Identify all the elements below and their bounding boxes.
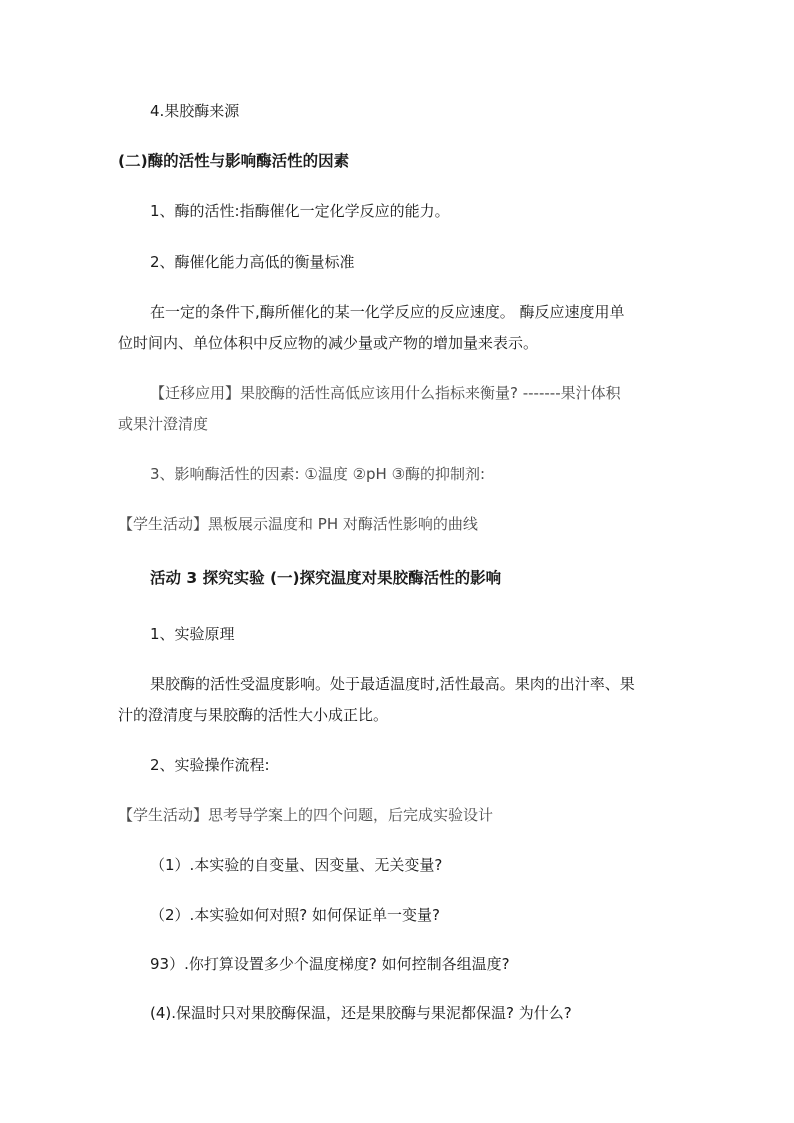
paragraph-principle-body-line1: 果胶酶的活性受温度影响。处于最适温度时,活性最高。果肉的出汁率、果 — [150, 675, 635, 693]
paragraph-reaction-rate-line2: 位时间内、单位体积中反应物的减少量或产物的增加量来表示。 — [118, 334, 539, 352]
paragraph-student-activity-questions: 【学生活动】思考导学案上的四个问题，后完成实验设计 — [118, 806, 494, 824]
paragraph-measurement-standard: 2、酶催化能力高低的衡量标准 — [150, 253, 355, 271]
paragraph-principle-body-line2: 汁的澄清度与果胶酶的活性大小成正比。 — [118, 706, 389, 724]
paragraph-reaction-rate-line1: 在一定的条件下,酶所催化的某一化学反应的反应速度。 酶反应速度用单 — [150, 303, 625, 321]
question-2: （2）.本实验如何对照? 如何保证单一变量? — [150, 906, 441, 924]
paragraph-student-activity-curve: 【学生活动】黑板展示温度和 PH 对酶活性影响的曲线 — [118, 515, 478, 533]
question-4: (4).保温时只对果胶酶保温，还是果胶酶与果泥都保温? 为什么? — [150, 1004, 572, 1022]
question-3: 93）.你打算设置多少个温度梯度? 如何控制各组温度? — [150, 955, 510, 973]
paragraph-enzyme-activity-definition: 1、酶的活性:指酶催化一定化学反应的能力。 — [150, 202, 450, 220]
heading-pectinase-source: 4.果胶酶来源 — [150, 102, 240, 120]
paragraph-experiment-procedure: 2、实验操作流程: — [150, 756, 270, 774]
section-heading-enzyme-activity: (二)酶的活性与影响酶活性的因素 — [118, 152, 350, 170]
paragraph-transfer-application-line1: 【迁移应用】果胶酶的活性高低应该用什么指标来衡量? -------果汁体积 — [150, 384, 621, 402]
paragraph-transfer-application-line2: 或果汁澄清度 — [118, 415, 209, 433]
question-1: （1）.本实验的自变量、因变量、无关变量? — [150, 856, 443, 874]
paragraph-experiment-principle: 1、实验原理 — [150, 625, 235, 643]
paragraph-influencing-factors: 3、影响酶活性的因素: ①温度 ②pH ③酶的抑制剂: — [150, 465, 486, 483]
section-heading-activity-3: 活动 3 探究实验 (一)探究温度对果胶酶活性的影响 — [150, 569, 502, 587]
